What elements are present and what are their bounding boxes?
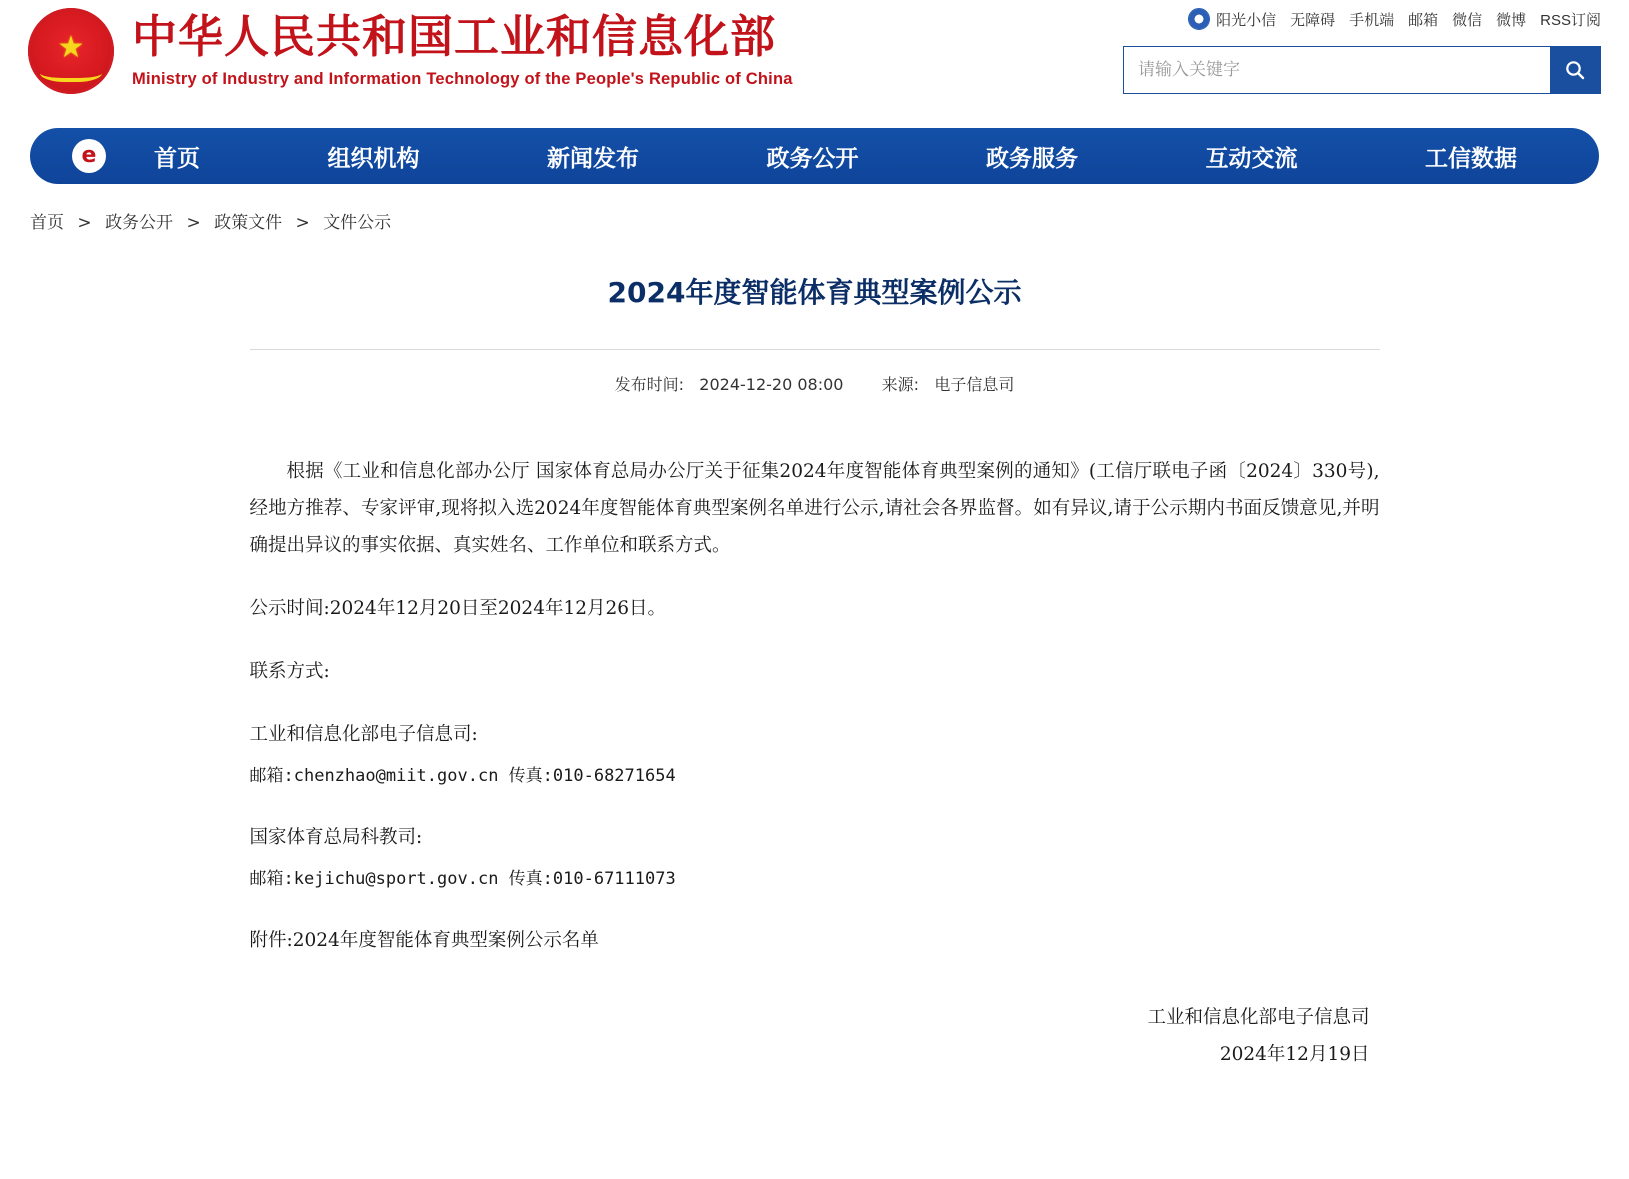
national-emblem-icon	[28, 8, 114, 94]
contact-org-0: 工业和信息化部电子信息司:	[249, 724, 478, 745]
breadcrumb-separator: >	[77, 213, 92, 233]
nav-item-interaction[interactable]: 互动交流	[1205, 145, 1298, 172]
article-meta	[250, 349, 1380, 395]
brand-text	[132, 10, 793, 89]
publish-time-value: 2024-12-20 08:00	[699, 375, 844, 394]
site-title-en: Ministry of Industry and Information Technology of the People's Republic of China	[132, 70, 793, 89]
publish-time-label: 发布时间:	[614, 375, 685, 394]
breadcrumb	[0, 184, 1629, 233]
top-link-label-0[interactable]: 阳光小信	[1216, 11, 1277, 29]
top-link-weibo[interactable]: 微博	[1496, 11, 1527, 29]
nav-item-organization[interactable]: 组织机构	[327, 145, 420, 172]
site-header	[0, 0, 1629, 128]
miit-logo-icon[interactable]: e	[72, 139, 106, 173]
article	[250, 271, 1380, 1073]
article-paragraph: 公示时间:2024年12月20日至2024年12月26日。	[249, 598, 667, 619]
top-link-mail[interactable]: 邮箱	[1408, 11, 1439, 29]
breadcrumb-item-1[interactable]: 政务公开	[105, 213, 174, 233]
nav-item-home[interactable]: 首页	[154, 145, 200, 172]
signature-org: 工业和信息化部电子信息司	[1147, 1007, 1370, 1028]
top-link-sunshine[interactable]	[1188, 8, 1276, 30]
top-link-wechat[interactable]: 微信	[1452, 11, 1483, 29]
search-input[interactable]	[1124, 47, 1550, 93]
nav-items	[154, 140, 1557, 173]
sun-icon	[1188, 8, 1210, 30]
site-brand[interactable]	[28, 8, 793, 94]
attachment-link[interactable]: 附件:2024年度智能体育典型案例公示名单	[249, 930, 599, 951]
page-title: 2024年度智能体育典型案例公示	[607, 276, 1022, 309]
top-link-rss[interactable]: RSS订阅	[1540, 11, 1601, 29]
breadcrumb-separator: >	[295, 213, 310, 233]
top-link-accessibility[interactable]: 无障碍	[1290, 11, 1336, 29]
breadcrumb-item-3[interactable]: 文件公示	[323, 213, 392, 233]
signature-date: 2024年12月19日	[1219, 1044, 1370, 1065]
article-paragraph: 根据《工业和信息化部办公厅 国家体育总局办公厅关于征集2024年度智能体育典型案例的通知》(工信厅联电子函〔2024〕330号),经地方推荐、专家评审,现将拟入选2024年度智能体育典型案例名单进行公示,请社会各界监督。如有异议,请于公示期内书面反馈意见,并明确提出异议的事实依据、真实姓名、工作单位和联系方式。	[249, 461, 1380, 556]
nav-item-government-affairs[interactable]: 政务公开	[766, 145, 859, 172]
breadcrumb-separator: >	[186, 213, 201, 233]
top-links	[1188, 8, 1601, 30]
source-value: 电子信息司	[934, 375, 1015, 394]
search-icon	[1563, 58, 1587, 82]
contact-line-1: 邮箱:kejichu@sport.gov.cn 传真:010-67111073	[249, 869, 676, 889]
article-body	[250, 453, 1380, 959]
article-signature	[250, 999, 1380, 1073]
breadcrumb-item-2[interactable]: 政策文件	[214, 213, 283, 233]
contact-org-1: 国家体育总局科教司:	[249, 827, 423, 848]
nav-item-data[interactable]: 工信数据	[1425, 145, 1517, 172]
nav-item-news[interactable]: 新闻发布	[547, 145, 639, 172]
site-title-cn: 中华人民共和国工业和信息化部	[132, 10, 777, 64]
search-button[interactable]	[1550, 47, 1600, 93]
main-nav	[30, 128, 1599, 184]
source-label: 来源:	[881, 375, 920, 394]
contact-line-0: 邮箱:chenzhao@miit.gov.cn 传真:010-68271654	[249, 766, 676, 786]
article-paragraph: 联系方式:	[249, 661, 330, 682]
main-nav-wrap	[0, 128, 1629, 184]
search-box	[1123, 46, 1601, 94]
nav-item-services[interactable]: 政务服务	[986, 145, 1078, 172]
breadcrumb-item-0[interactable]: 首页	[30, 213, 64, 233]
top-link-mobile[interactable]: 手机端	[1349, 11, 1395, 29]
